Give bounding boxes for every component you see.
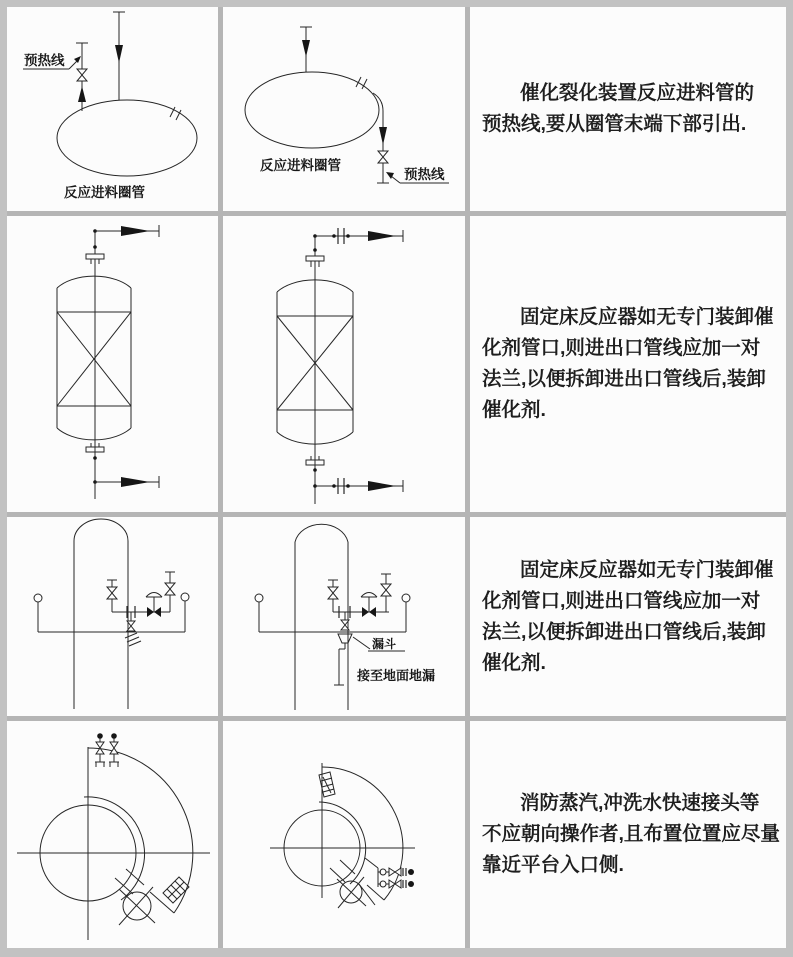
preheat-line-label: 预热线 bbox=[404, 167, 445, 182]
coil-label: 反应进料圈管 bbox=[260, 158, 341, 173]
note-line: 化剂管口,则进出口管线应加一对 bbox=[482, 589, 761, 612]
valve-icon bbox=[378, 157, 388, 163]
flow-arrow-icon bbox=[368, 481, 396, 491]
column-vessel bbox=[295, 524, 348, 710]
stub-circle-icon bbox=[402, 594, 410, 602]
valve-icon bbox=[165, 583, 175, 589]
leader-arrow-icon bbox=[74, 56, 81, 63]
row4-diagram-left bbox=[7, 721, 218, 948]
preheat-riser bbox=[76, 43, 88, 111]
row3-note bbox=[470, 517, 786, 716]
valve-icon bbox=[328, 587, 338, 593]
stub-circle-icon bbox=[255, 594, 263, 602]
ladder-icon bbox=[163, 877, 189, 903]
row2-note bbox=[470, 216, 786, 512]
stair-opening bbox=[115, 869, 155, 925]
funnel-label: 漏斗 bbox=[372, 637, 397, 651]
quick-coupling-icon bbox=[380, 868, 414, 876]
row2-diagram-left bbox=[7, 216, 218, 512]
row4-diagram-right bbox=[223, 721, 465, 948]
preheat-callout bbox=[23, 52, 81, 69]
vessel-plan bbox=[270, 763, 415, 898]
flow-arrow-icon bbox=[78, 86, 86, 102]
row1-note bbox=[470, 7, 786, 211]
feed-coil bbox=[57, 100, 197, 176]
quick-coupling-group bbox=[365, 858, 414, 888]
stub-circle-icon bbox=[181, 593, 189, 601]
platform-plan-right-diagram bbox=[223, 721, 465, 948]
valve-icon bbox=[381, 590, 391, 596]
valve-icon bbox=[378, 151, 388, 157]
flow-arrow-icon bbox=[121, 477, 150, 487]
valve-icon bbox=[107, 587, 117, 593]
row1-diagram-right bbox=[223, 7, 465, 211]
valve-icon bbox=[107, 593, 117, 599]
valve-icon bbox=[165, 589, 175, 595]
flow-arrow-icon bbox=[121, 226, 150, 236]
manifold-open-drain-diagram bbox=[7, 517, 218, 716]
platform-plan-wrong-diagram bbox=[7, 721, 218, 948]
stair-opening bbox=[330, 860, 375, 908]
reactor-vessel bbox=[57, 259, 131, 499]
actuator-icon bbox=[146, 593, 162, 598]
open-drain-hatch bbox=[125, 633, 137, 638]
feed-line bbox=[300, 27, 312, 72]
inlet-pipe-with-flange-pair bbox=[313, 228, 403, 256]
funnel-callout bbox=[353, 636, 405, 651]
note-line: 化剂管口,则进出口管线应加一对 bbox=[482, 337, 761, 359]
row4-note bbox=[470, 721, 786, 948]
manifold-funnel-drain-diagram bbox=[223, 517, 465, 716]
preheat-line-label: 预热线 bbox=[24, 53, 65, 68]
coil-preheat-wrong-diagram bbox=[7, 7, 218, 211]
outlet-pipe-with-flange-pair bbox=[313, 465, 403, 504]
reactor-with-flange-diagram bbox=[223, 216, 465, 512]
row3-diagram-right bbox=[223, 517, 465, 716]
outlet-pipe bbox=[93, 452, 159, 499]
column-vessel bbox=[74, 519, 128, 709]
reactor-no-flange-diagram bbox=[7, 216, 218, 512]
coil-preheat-right-diagram bbox=[223, 7, 465, 211]
vessel-plan bbox=[17, 747, 210, 940]
note-line: 法兰,以便拆卸进出口管线后,装卸 bbox=[482, 620, 766, 643]
note-line: 催化剂. bbox=[482, 651, 546, 674]
row1-diagram-left bbox=[7, 7, 218, 211]
stub-circle-icon bbox=[34, 594, 42, 602]
row2-diagram-right bbox=[223, 216, 465, 512]
note-line: 催化裂化装置反应进料管的 bbox=[520, 82, 755, 104]
funnel-drain bbox=[334, 612, 352, 685]
inlet-pipe bbox=[93, 225, 159, 254]
preheat-dropleg bbox=[373, 93, 389, 183]
note-line: 预热线,要从圈管末端下部引出. bbox=[482, 113, 747, 135]
actuator-icon bbox=[361, 593, 377, 598]
coil-label: 反应进料圈管 bbox=[64, 185, 145, 200]
row3-diagram-left bbox=[7, 517, 218, 716]
open-drain-hatch bbox=[127, 637, 139, 642]
note-line: 靠近平台入口侧. bbox=[482, 854, 624, 876]
flow-arrow-icon bbox=[379, 127, 387, 145]
quick-coupling-icon bbox=[380, 880, 414, 888]
valve-icon bbox=[381, 584, 391, 590]
feed-coil bbox=[245, 72, 379, 148]
note-line: 法兰,以便拆卸进出口管线后,装卸 bbox=[482, 368, 766, 390]
preheat-callout bbox=[386, 166, 449, 183]
valve-icon bbox=[77, 75, 87, 81]
feed-line bbox=[113, 12, 125, 100]
note-line: 消防蒸汽,冲洗水快速接头等 bbox=[520, 792, 760, 814]
open-drain-hatch bbox=[129, 641, 141, 646]
note-line: 固定床反应器如无专门装卸催 bbox=[520, 558, 774, 581]
flow-arrow-icon bbox=[115, 45, 123, 63]
hose-station bbox=[95, 733, 105, 767]
control-valve bbox=[146, 593, 162, 618]
platform-plan bbox=[84, 748, 193, 913]
valve-manifold bbox=[107, 572, 175, 646]
control-valve bbox=[361, 593, 377, 618]
flow-arrow-icon bbox=[368, 231, 396, 241]
valve-icon bbox=[328, 593, 338, 599]
note-line: 不应朝向操作者,且布置位置应尽量 bbox=[482, 823, 780, 845]
valve-icon bbox=[77, 69, 87, 75]
note-line: 固定床反应器如无专门装卸催 bbox=[520, 306, 774, 328]
flow-arrow-icon bbox=[302, 40, 310, 57]
floor-drain-label: 接至地面地漏 bbox=[357, 668, 436, 683]
note-line: 催化剂. bbox=[482, 399, 546, 421]
valve-manifold bbox=[328, 574, 391, 618]
ladder-icon bbox=[319, 772, 335, 797]
funnel-icon bbox=[338, 634, 352, 643]
